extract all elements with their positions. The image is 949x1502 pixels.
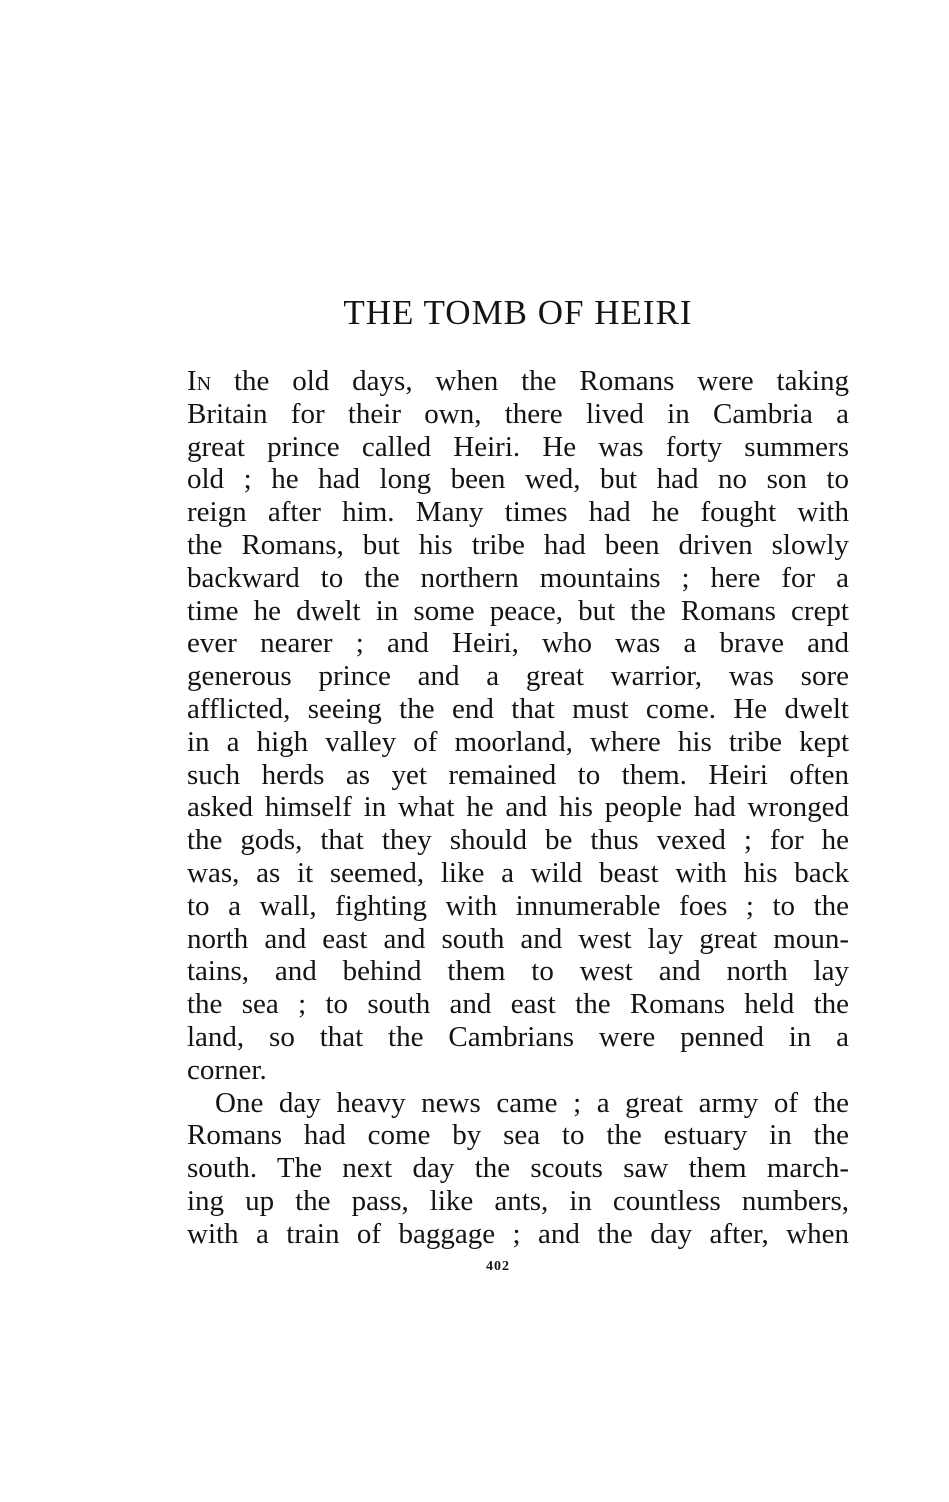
text-line: the gods, that they should be thus vexed ; for he	[187, 824, 849, 857]
text-line: to a wall, fighting with innumerable foes ; to the	[187, 889, 849, 922]
text-line: north and east and south and west lay great moun-	[187, 922, 849, 955]
dropcap-word: In	[187, 365, 212, 397]
text-line: time he dwelt in some peace, but the Romans crept	[187, 594, 849, 627]
text-line: the Romans, but his tribe had been driven slowly	[187, 528, 849, 561]
body-text	[187, 365, 849, 1251]
text-line: afflicted, seeing the end that must come. He dwelt	[187, 692, 849, 725]
text-line	[187, 365, 849, 398]
text-line: reign after him. Many times had he fought with	[187, 496, 849, 529]
text-line: south. The next day the scouts saw them march-	[187, 1152, 849, 1185]
text-line-rest: the old days, when the Romans were taking	[211, 365, 849, 397]
text-line: with a train of baggage ; and the day after, when	[187, 1217, 849, 1250]
text-line: such herds as yet remained to them. Heiri often	[187, 758, 849, 791]
text-line: tains, and behind them to west and north lay	[187, 955, 849, 988]
text-line: ing up the pass, like ants, in countless numbers,	[187, 1184, 849, 1217]
text-line: generous prince and a great warrior, was sore	[187, 660, 849, 693]
text-line: ever nearer ; and Heiri, who was a brave and	[187, 627, 849, 660]
text-line: One day heavy news came ; a great army of the	[215, 1086, 849, 1119]
text-line: old ; he had long been wed, but had no son to	[187, 463, 849, 496]
text-line: asked himself in what he and his people had wronged	[187, 791, 849, 824]
text-line: land, so that the Cambrians were penned in a	[187, 1020, 849, 1053]
text-line: in a high valley of moorland, where his tribe kept	[187, 725, 849, 758]
text-line: the sea ; to south and east the Romans held the	[187, 988, 849, 1021]
page-number: 402	[486, 1259, 510, 1274]
page-title: THE TOMB OF HEIRI	[343, 293, 693, 332]
text-line: Romans had come by sea to the estuary in the	[187, 1119, 849, 1152]
text-line: was, as it seemed, like a wild beast with his back	[187, 856, 849, 889]
text-line: great prince called Heiri. He was forty summers	[187, 430, 849, 463]
text-line: backward to the northern mountains ; here for a	[187, 561, 849, 594]
text-line: Britain for their own, there lived in Cambria a	[187, 397, 849, 430]
text-line: corner.	[187, 1053, 267, 1086]
